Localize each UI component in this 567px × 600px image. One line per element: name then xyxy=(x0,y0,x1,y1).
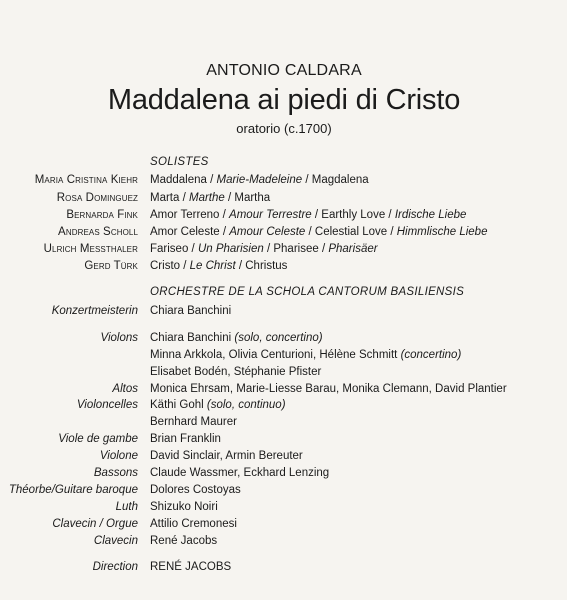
soloist-role: Cristo / Le Christ / Christus xyxy=(150,260,288,272)
soloist-name: Maria Cristina Kiehr xyxy=(34,174,138,186)
soloist-name: Rosa Dominguez xyxy=(56,192,138,204)
musician-names: Attilio Cremonesi xyxy=(150,518,237,530)
orchestra-heading: ORCHESTRE DE LA SCHOLA CANTORUM BASILIENSIS xyxy=(150,286,465,298)
soloist-row xyxy=(0,189,567,207)
soloist-name: Andreas Scholl xyxy=(58,226,138,238)
musician-names: Monica Ehrsam, Marie-Liesse Barau, Monika Clemann, David Plantier xyxy=(150,383,507,395)
soloist-name: Gerd Türk xyxy=(84,260,138,272)
soloist-role: Amor Terreno / Amour Terrestre / Earthly Love / Irdische Liebe xyxy=(150,209,467,221)
musician-names: Bernhard Maurer xyxy=(150,416,237,428)
orchestra-row xyxy=(0,302,567,320)
orchestra-row xyxy=(0,396,567,414)
musician-names: René Jacobs xyxy=(150,535,218,547)
instrument-label: Luth xyxy=(115,501,138,513)
soloist-row xyxy=(0,223,567,241)
orchestra-row xyxy=(0,447,567,465)
musician-names: David Sinclair, Armin Bereuter xyxy=(150,450,303,462)
instrument-label: Violoncelles xyxy=(76,399,138,411)
orchestra-row xyxy=(0,464,567,482)
musician-names: Käthi Gohl (solo, continuo) xyxy=(150,399,286,411)
instrument-label: Violone xyxy=(99,450,138,462)
work-title: Maddalena ai piedi di Cristo xyxy=(107,84,461,116)
musician-names: Brian Franklin xyxy=(150,433,221,445)
soloist-role: Amor Celeste / Amour Celeste / Celestial Love / Himmlische Liebe xyxy=(150,226,488,238)
work-subtitle: oratorio (c.1700) xyxy=(236,121,332,136)
direction-label: Direction xyxy=(92,561,138,573)
instrument-label: Violons xyxy=(100,332,138,344)
instrument-label: Bassons xyxy=(93,467,138,479)
soloists-heading-row xyxy=(0,153,567,171)
instrument-label: Viole de gambe xyxy=(58,433,138,445)
instrument-label: Altos xyxy=(112,383,138,395)
instrument-label: Clavecin / Orgue xyxy=(52,518,138,530)
soloist-name: Ulrich Messthaler xyxy=(43,243,138,255)
composer-name: ANTONIO CALDARA xyxy=(206,62,362,79)
orchestra-row xyxy=(0,413,567,431)
orchestra-row xyxy=(0,329,567,347)
orchestra-row xyxy=(0,346,567,364)
orchestra-row xyxy=(0,481,567,499)
soloist-row xyxy=(0,257,567,275)
soloist-role: Maddalena / Marie-Madeleine / Magdalena xyxy=(150,174,369,186)
direction-row xyxy=(0,558,567,576)
soloist-row xyxy=(0,240,567,258)
orchestra-row xyxy=(0,363,567,381)
soloists-heading: SOLISTES xyxy=(150,156,209,168)
soloist-role: Fariseo / Un Pharisien / Pharisee / Pharisäer xyxy=(150,243,378,255)
soloist-row xyxy=(0,171,567,189)
director-name: RENÉ JACOBS xyxy=(150,561,232,573)
musician-names: Chiara Banchini xyxy=(150,305,232,317)
orchestra-heading-row xyxy=(0,283,567,301)
musician-names: Elisabet Bodén, Stéphanie Pfister xyxy=(150,366,322,378)
instrument-label: Konzertmeisterin xyxy=(51,305,138,317)
musician-names: Dolores Costoyas xyxy=(150,484,241,496)
orchestra-row xyxy=(0,532,567,550)
musician-names: Claude Wassmer, Eckhard Lenzing xyxy=(150,467,330,479)
orchestra-row xyxy=(0,515,567,533)
soloist-name: Bernarda Fink xyxy=(66,209,138,221)
musician-names: Minna Arkkola, Olivia Centurioni, Hélène Schmitt (concertino) xyxy=(150,349,462,361)
orchestra-row xyxy=(0,430,567,448)
soloist-row xyxy=(0,206,567,224)
musician-names: Shizuko Noiri xyxy=(150,501,218,513)
orchestra-row xyxy=(0,498,567,516)
instrument-label: Théorbe/Guitare baroque xyxy=(8,484,138,496)
instrument-label: Clavecin xyxy=(93,535,138,547)
soloist-role: Marta / Marthe / Martha xyxy=(150,192,271,204)
musician-names: Chiara Banchini (solo, concertino) xyxy=(150,332,323,344)
